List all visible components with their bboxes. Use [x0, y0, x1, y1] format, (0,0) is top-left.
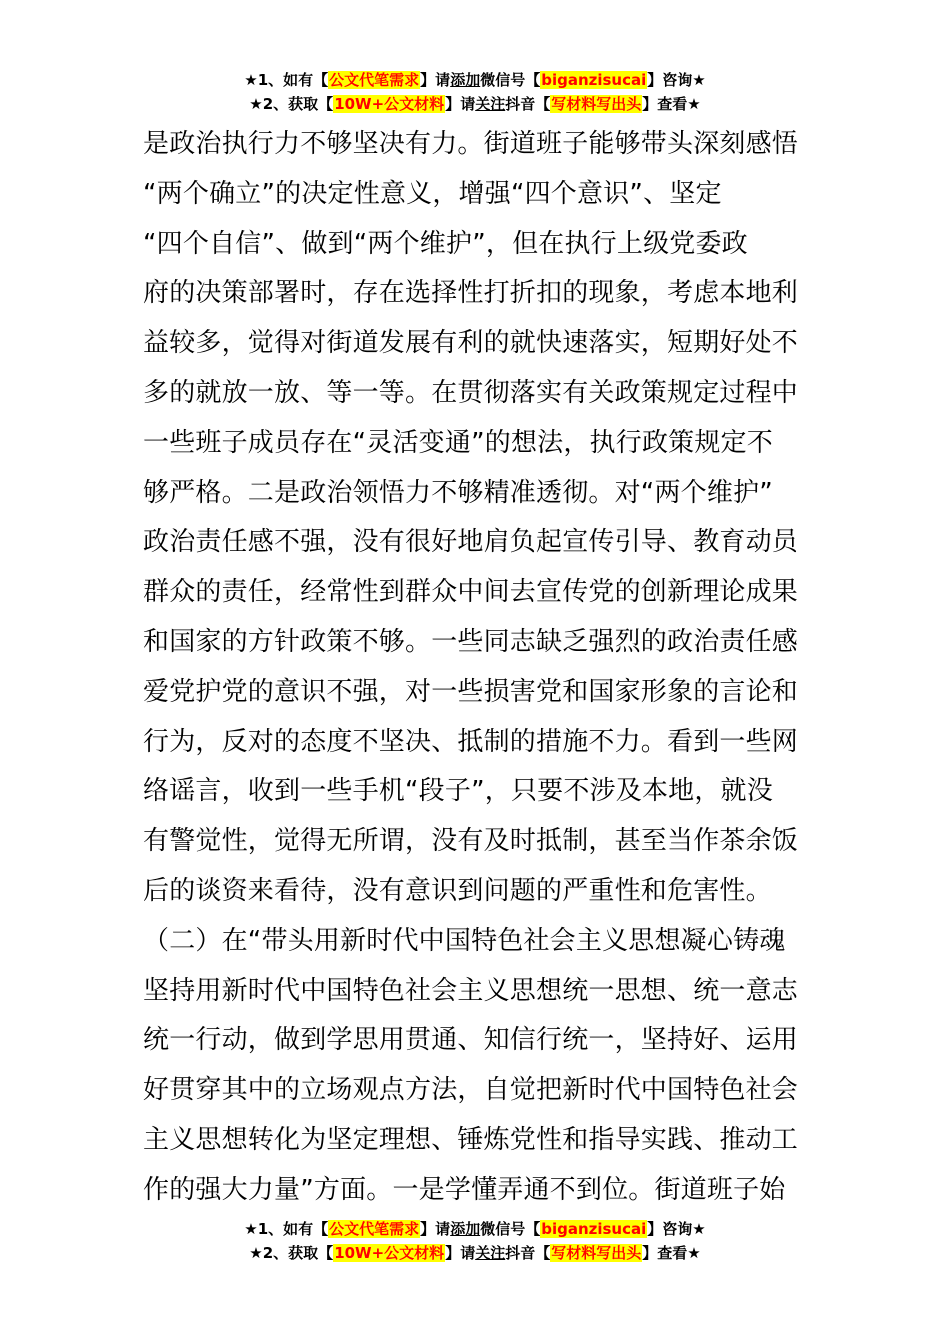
banner-text: ★1、如有【: [244, 1220, 329, 1238]
body-line: 坚持用新时代中国特色社会主义思想统一思想、统一意志: [143, 975, 799, 1006]
body-line: 府的决策部署时，存在选择性打折扣的现象，考虑本地利: [143, 278, 799, 309]
banner-text: 】请: [420, 71, 451, 89]
banner-highlight-service: 公文代笔需求: [329, 1220, 420, 1238]
banner-highlight-douyin: 写材料写出头: [551, 1244, 642, 1262]
banner-text: 微信号【: [480, 1220, 541, 1238]
banner-line-1: [0, 68, 950, 92]
body-line: 是政治执行力不够坚决有力。街道班子能够带头深刻感悟: [143, 129, 799, 159]
banner-line-1: [0, 1217, 950, 1241]
banner-text: ★1、如有【: [244, 71, 329, 89]
banner-text: 】查看★: [642, 1244, 701, 1262]
body-line: 益较多，觉得对街道发展有利的就快速落实，短期好处不: [143, 328, 799, 359]
body-line: 行为，反对的态度不坚决、抵制的措施不力。看到一些网: [143, 726, 799, 757]
banner-highlight-wechat-id: biganzisucai: [541, 71, 647, 89]
body-line: “两个确立”的决定性意义，增强“四个意识”、坚定: [143, 178, 722, 209]
body-line: 后的谈资来看待，没有意识到问题的严重性和危害性。: [143, 875, 772, 906]
body-line: 够严格。二是政治领悟力不够精准透彻。对“两个维护”: [143, 477, 773, 508]
body-line: 政治责任感不强，没有很好地肩负起宣传引导、教育动员: [143, 527, 799, 558]
banner-text: 】请: [445, 1244, 476, 1262]
body-line: 好贯穿其中的立场观点方法，自觉把新时代中国特色社会: [143, 1075, 799, 1106]
banner-text: 】请: [445, 95, 476, 113]
body-line: 有警觉性，觉得无所谓，没有及时抵制，甚至当作茶余饭: [143, 826, 799, 857]
footer-banner: [0, 1217, 950, 1265]
banner-text: ★2、获取【: [249, 95, 334, 113]
banner-text: 】查看★: [642, 95, 701, 113]
body-line: “四个自信”、做到“两个维护”，但在执行上级党委政: [143, 228, 748, 259]
body-line: 多的就放一放、等一等。在贯彻落实有关政策规定过程中: [143, 377, 799, 408]
banner-highlight-materials: 10W+公文材料: [334, 95, 445, 113]
banner-underlined-text: 关注: [475, 95, 506, 113]
banner-highlight-materials: 10W+公文材料: [334, 1244, 445, 1262]
banner-text: 抖音【: [505, 95, 551, 113]
header-banner: [0, 68, 950, 116]
body-line: 络谣言，收到一些手机“段子”，只要不涉及本地，就没: [143, 776, 773, 807]
body-line: 群众的责任，经常性到群众中间去宣传党的创新理论成果: [143, 577, 799, 608]
body-line: 一些班子成员存在“灵活变通”的想法，执行政策规定不: [143, 427, 773, 458]
banner-text: ★2、获取【: [249, 1244, 334, 1262]
banner-text: 抖音【: [505, 1244, 551, 1262]
banner-text: 】咨询★: [647, 1220, 706, 1238]
banner-highlight-wechat-id: biganzisucai: [541, 1220, 647, 1238]
banner-text: 微信号【: [480, 71, 541, 89]
banner-line-2: [0, 1241, 950, 1265]
banner-highlight-douyin: 写材料写出头: [551, 95, 642, 113]
document-body: [143, 120, 823, 1216]
body-line: 主义思想转化为坚定理想、锤炼党性和指导实践、推动工: [143, 1124, 799, 1155]
banner-text: 】请: [420, 1220, 451, 1238]
body-line: 和国家的方针政策不够。一些同志缺乏强烈的政治责任感: [143, 626, 799, 657]
banner-underlined-text: 添加: [450, 71, 481, 89]
body-line: （二）在“带头用新时代中国特色社会主义思想凝心铸魂: [143, 925, 786, 956]
body-line: 爱党护党的意识不强，对一些损害党和国家形象的言论和: [143, 676, 799, 707]
banner-line-2: [0, 92, 950, 116]
banner-underlined-text: 关注: [475, 1244, 506, 1262]
banner-underlined-text: 添加: [450, 1220, 481, 1238]
banner-highlight-service: 公文代笔需求: [329, 71, 420, 89]
banner-text: 】咨询★: [647, 71, 706, 89]
body-line: 作的强大力量”方面。一是学懂弄通不到位。街道班子始: [143, 1174, 786, 1205]
body-line: 统一行动，做到学思用贯通、知信行统一，坚持好、运用: [143, 1025, 799, 1056]
